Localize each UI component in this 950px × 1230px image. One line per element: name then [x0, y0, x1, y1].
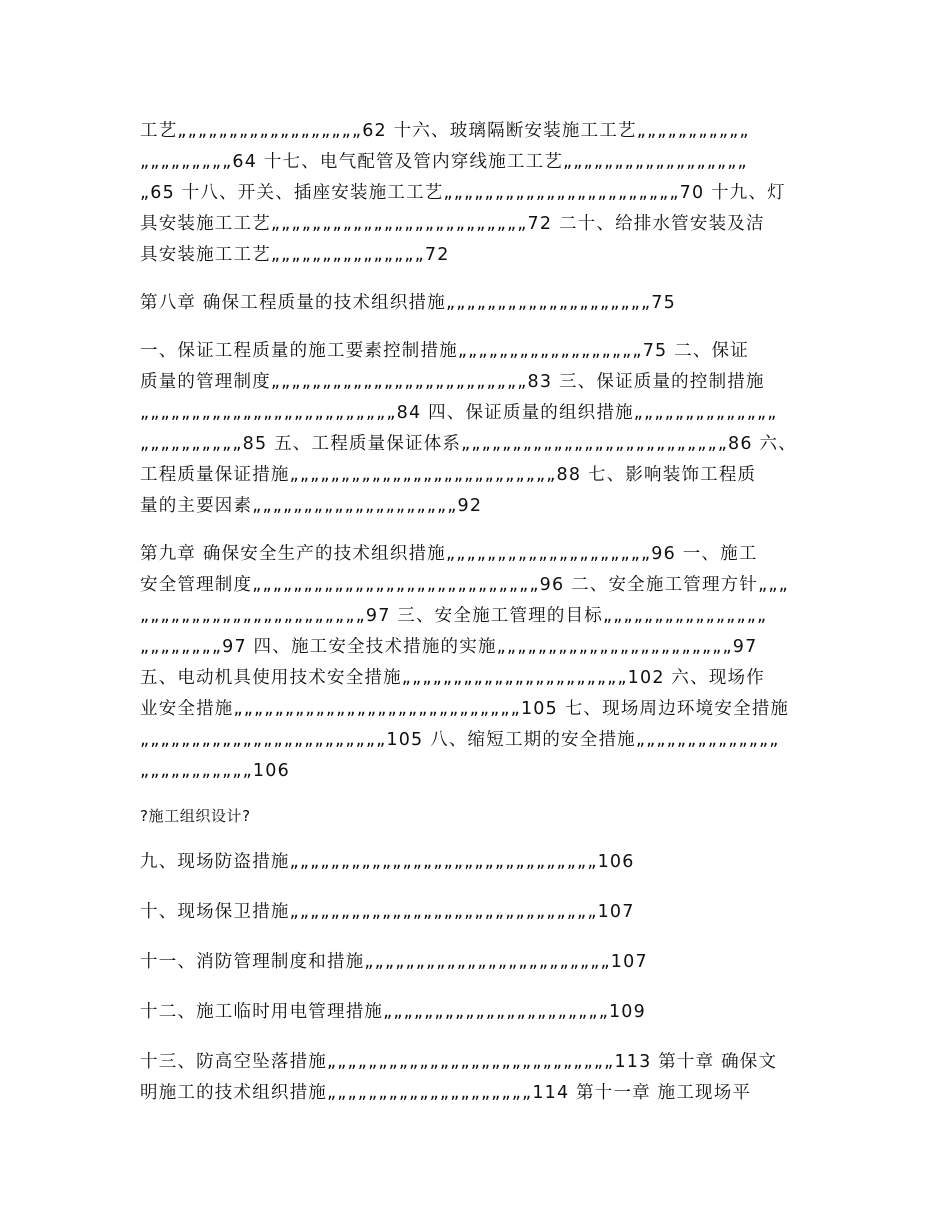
- toc-line: 具安装施工工艺„„„„„„„„„„„„„„„72: [140, 245, 450, 265]
- toc-block-process-entries: [140, 116, 822, 271]
- toc-line: 一、保证工程质量的施工要素控制措施„„„„„„„„„„„„„„„„„„75 二、保证: [140, 341, 749, 361]
- toc-entry-9: [140, 847, 822, 878]
- toc-line: „„„„„„„„„„„106: [140, 761, 290, 781]
- toc-chapter-8: [140, 288, 822, 319]
- toc-line: „65 十八、开关、插座安装施工工艺„„„„„„„„„„„„„„„„„„„„„„„70 十九、灯: [140, 183, 786, 203]
- toc-line: 五、电动机具使用技术安全措施„„„„„„„„„„„„„„„„„„„„„„102 六、现场作: [140, 668, 765, 688]
- toc-entry-11: [140, 947, 822, 978]
- toc-line: „„„„„„„„„„„„„„„„„„„„„„„„105 八、缩短工期的安全措施„„„„„„„„„„„„„„: [140, 730, 780, 750]
- toc-line: „„„„„„„„„„„„„„„„„„„„„„97 三、安全施工管理的目标„„„„„„„„„„„„„„„„: [140, 606, 768, 626]
- toc-line: 业安全措施„„„„„„„„„„„„„„„„„„„„„„„„„„„„105 七、现场周边环境安全措施: [140, 699, 790, 719]
- toc-line: 具安装施工工艺„„„„„„„„„„„„„„„„„„„„„„„„„72 二十、给排水管安装及洁: [140, 214, 765, 234]
- toc-line: „„„„„„„„„„„„„„„„„„„„„„„„„84 四、保证质量的组织措施„„„„„„„„„„„„„„: [140, 403, 778, 423]
- toc-line: „„„„„„„„„64 十七、电气配管及管内穿线施工工艺„„„„„„„„„„„„„„„„„„: [140, 152, 748, 172]
- toc-entry-10: [140, 897, 822, 928]
- toc-line: 九、现场防盗措施„„„„„„„„„„„„„„„„„„„„„„„„„„„„„„106: [140, 852, 635, 872]
- toc-line: 十、现场保卫措施„„„„„„„„„„„„„„„„„„„„„„„„„„„„„„107: [140, 902, 635, 922]
- toc-line: 第八章 确保工程质量的技术组织措施„„„„„„„„„„„„„„„„„„„„75: [140, 293, 676, 313]
- toc-line: 工程质量保证措施„„„„„„„„„„„„„„„„„„„„„„„„„„88 七、影响装饰工程质: [140, 465, 757, 485]
- toc-line: 量的主要因素„„„„„„„„„„„„„„„„„„„„92: [140, 496, 483, 516]
- toc-line: 明施工的技术组织措施„„„„„„„„„„„„„„„„„„„„114 第十一章 施工现场平: [140, 1083, 752, 1103]
- toc-entry-12: [140, 997, 822, 1028]
- toc-line: 十三、防高空坠落措施„„„„„„„„„„„„„„„„„„„„„„„„„„„„113 第十章 确保文: [140, 1052, 778, 1072]
- toc-line: 质量的管理制度„„„„„„„„„„„„„„„„„„„„„„„„„83 三、保证质量的控制措施: [140, 372, 765, 392]
- toc-line: 十一、消防管理制度和措施„„„„„„„„„„„„„„„„„„„„„„„„107: [140, 952, 648, 972]
- toc-line: „„„„„„„„97 四、施工安全技术措施的实施„„„„„„„„„„„„„„„„„„„„„„„97: [140, 637, 758, 657]
- toc-line: 十二、施工临时用电管理措施„„„„„„„„„„„„„„„„„„„„„„109: [140, 1002, 646, 1022]
- toc-line: 第九章 确保安全生产的技术组织措施„„„„„„„„„„„„„„„„„„„„96 一、施工: [140, 544, 758, 564]
- toc-line: 安全管理制度„„„„„„„„„„„„„„„„„„„„„„„„„„„„96 二、安全施工管理方针„„„: [140, 575, 789, 595]
- toc-block-quality: [140, 336, 822, 522]
- toc-page: [140, 116, 822, 1109]
- running-header-note: ?施工组织设计?: [140, 807, 251, 825]
- toc-line: „„„„„„„„„„85 五、工程质量保证体系„„„„„„„„„„„„„„„„„„„„„„„„„„86 六、: [140, 434, 797, 454]
- toc-line: 工艺„„„„„„„„„„„„„„„„„„62 十六、玻璃隔断安装施工工艺„„„„„„„„„„„: [140, 121, 750, 141]
- toc-block-final: [140, 1047, 822, 1109]
- toc-block-safety: [140, 539, 822, 787]
